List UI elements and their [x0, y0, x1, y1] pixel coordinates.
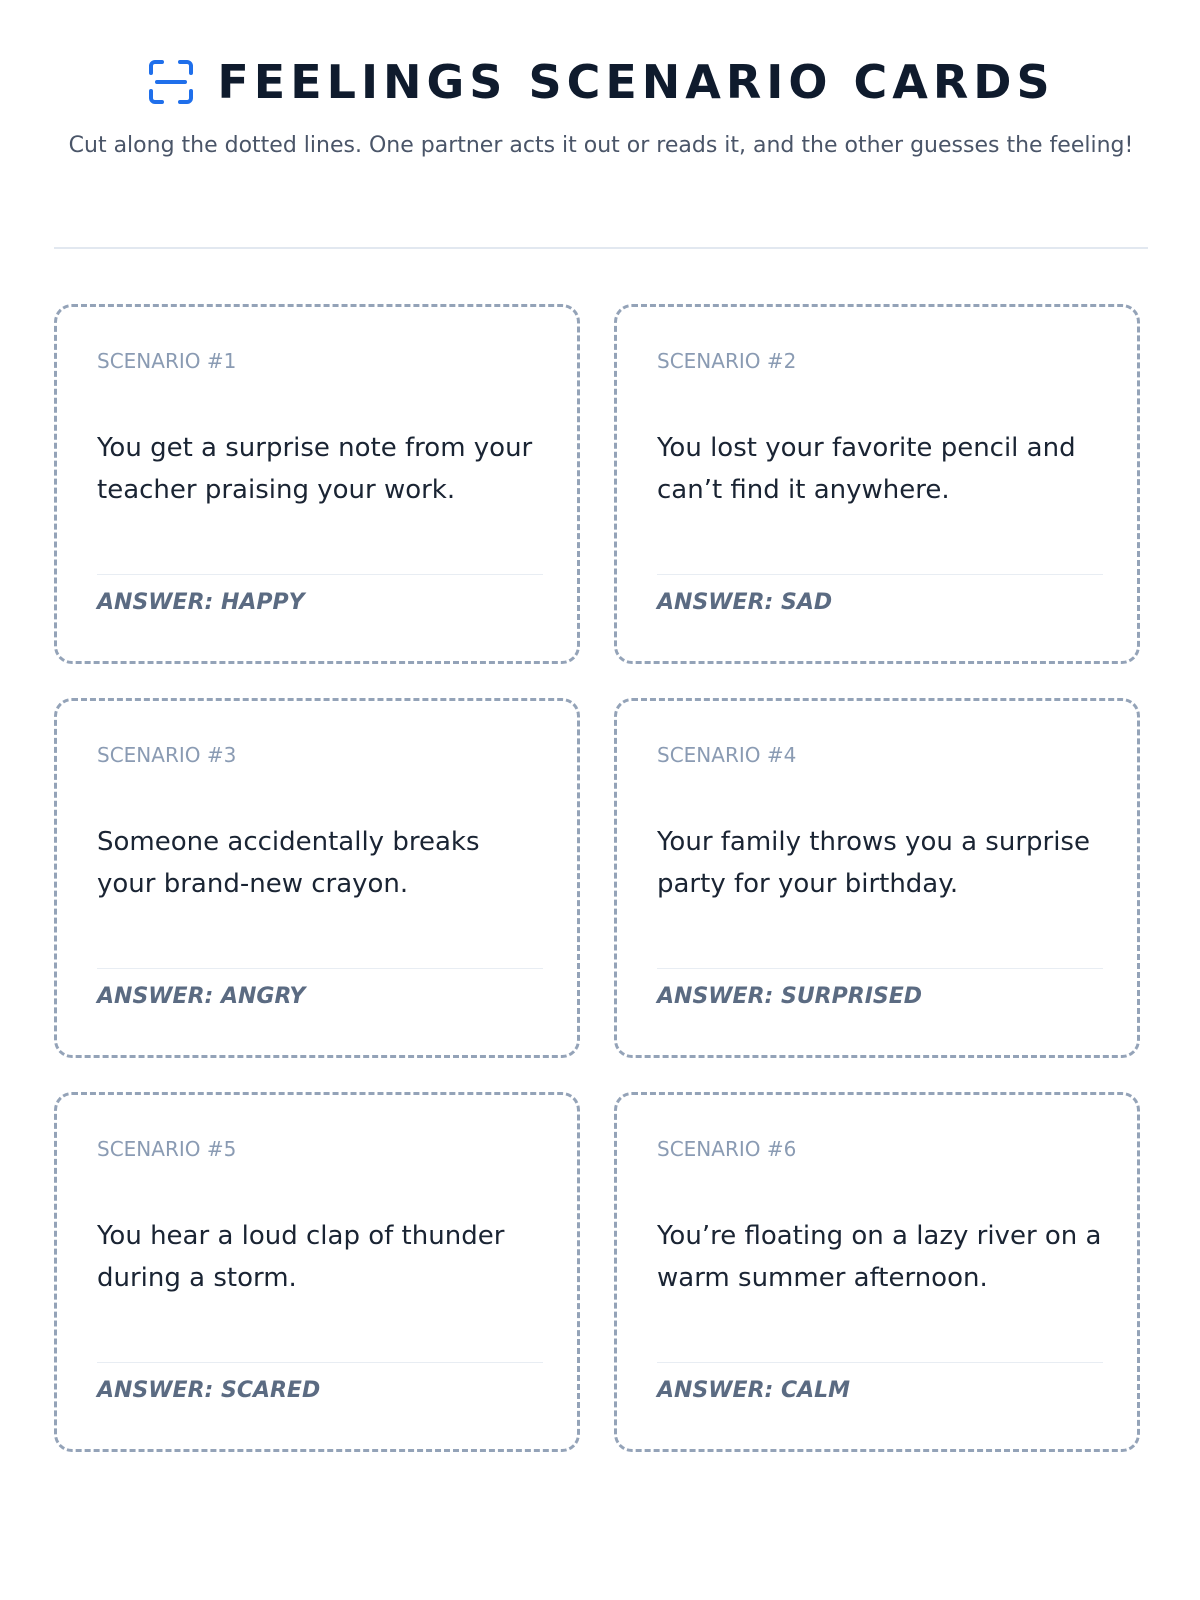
card-scenario-text: Someone accidentally breaks your brand-new crayon. — [97, 827, 480, 899]
card-scenario-label: SCENARIO #5 — [97, 1137, 237, 1161]
page-subtitle: Cut along the dotted lines. One partner acts it out or reads it, and the other guesses the feeling! — [68, 133, 1134, 158]
scenario-card — [54, 1092, 580, 1452]
card-scenario-label: SCENARIO #1 — [97, 349, 237, 373]
scenario-card — [614, 698, 1140, 1058]
card-divider — [97, 1362, 543, 1363]
card-divider — [97, 968, 543, 969]
card-scenario-text: Your family throws you a surprise party for your birthday. — [657, 827, 1090, 899]
card-answer: ANSWER: HAPPY — [97, 590, 305, 615]
title-row — [54, 50, 1148, 114]
card-answer: ANSWER: ANGRY — [97, 984, 306, 1009]
card-divider — [97, 574, 543, 575]
card-scenario-label: SCENARIO #4 — [657, 743, 797, 767]
card-divider — [657, 574, 1103, 575]
scenario-card — [54, 304, 580, 664]
scenario-card — [54, 698, 580, 1058]
card-scenario-label: SCENARIO #2 — [657, 349, 797, 373]
card-scenario-label: SCENARIO #6 — [657, 1137, 797, 1161]
page-title: FEELINGS SCENARIO CARDS — [217, 55, 1055, 109]
card-answer: ANSWER: SAD — [657, 590, 833, 615]
card-answer: ANSWER: CALM — [657, 1378, 851, 1403]
card-scenario-text: You get a surprise note from your teacher praising your work. — [97, 433, 533, 505]
card-scenario-text: You hear a loud clap of thunder during a storm. — [97, 1221, 505, 1293]
card-scenario-text: You’re floating on a lazy river on a warm summer afternoon. — [657, 1221, 1102, 1293]
card-answer: ANSWER: SURPRISED — [657, 984, 923, 1009]
scenario-card — [614, 304, 1140, 664]
scan-icon — [147, 58, 195, 106]
card-divider — [657, 1362, 1103, 1363]
card-scenario-text: You lost your favorite pencil and can’t find it anywhere. — [657, 433, 1076, 505]
header-divider — [54, 247, 1148, 249]
card-divider — [657, 968, 1103, 969]
card-scenario-label: SCENARIO #3 — [97, 743, 237, 767]
card-answer: ANSWER: SCARED — [97, 1378, 321, 1403]
scenario-card — [614, 1092, 1140, 1452]
